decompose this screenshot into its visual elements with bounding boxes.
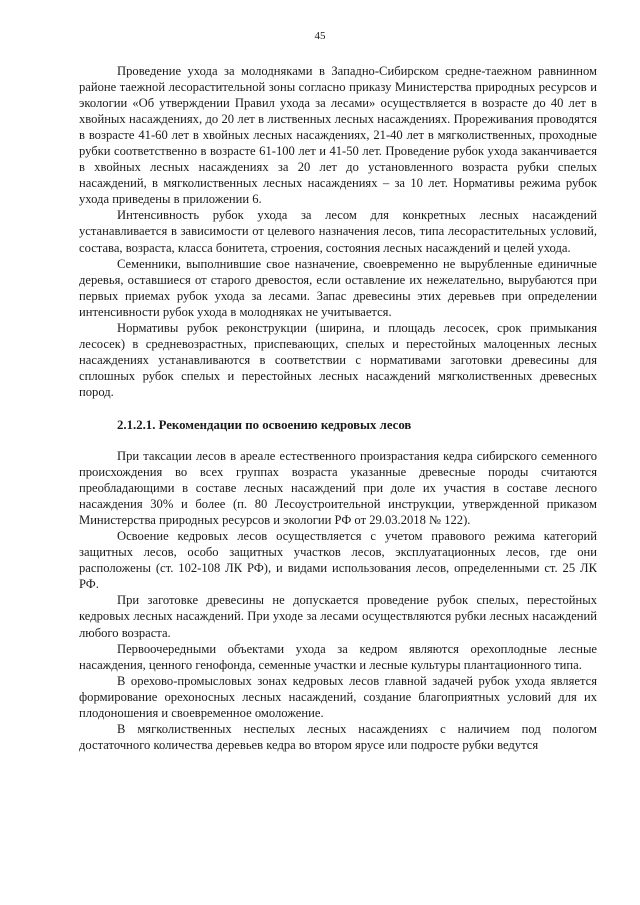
- page-body: [79, 63, 597, 753]
- paragraph: В орехово-промысловых зонах кедровых лесов главной задачей рубок ухода является формирование орехоносных лесных насаждений, создание благоприятных условий для их плодоношения и своевременное омоложение.: [79, 673, 597, 720]
- paragraph: Проведение ухода за молодняками в Западно-Сибирском средне-таежном равнинном районе таежной лесорастительной зоны согласно приказу Министерства природных ресурсов и экологии «Об утверждении Правил ухода за лесами» осуществляется в возрасте до 40 лет в хвойных насаждениях, до 20 лет в лиственных лесных насаждениях. Прореживания проводятся в возрасте 41-60 лет в хвойных лесных насаждениях, 21-40 лет в мягколиственных, проходные рубки соответственно в возрасте 61-100 лет и 41-50 лет. Проведение рубок ухода заканчивается в хвойных лесных насаждениях за 20 лет до установленного возраста рубки спелых насаждений, в мягколиственных лесных насаждениях – за 10 лет. Нормативы режима рубок ухода приведены в приложении 6.: [79, 64, 597, 207]
- paragraph: При заготовке древесины не допускается проведение рубок спелых, перестойных кедровых лесных насаждений. При уходе за лесами осуществляются рубки лесных насаждений любого возраста.: [79, 593, 597, 640]
- paragraph: При таксации лесов в ареале естественного произрастания кедра сибирского семенного происхождения во всех группах возраста указанные древесные породы считаются преобладающими в составе лесных насаждений при доле их участия в составе лесного насаждения 30% и более (п. 80 Лесоустроительной инструкции, утвержденной приказом Министерства природных ресурсов и экологии РФ от 29.03.2018 № 122).: [79, 448, 597, 528]
- paragraph: Интенсивность рубок ухода за лесом для конкретных лесных насаждений устанавливается в зависимости от целевого назначения лесов, типа лесорастительных условий, состава, возраста, класса бонитета, строения, состояния лесных насаждений и целей ухода.: [79, 208, 597, 255]
- paragraph: Первоочередными объектами ухода за кедром являются орехоплодные лесные насаждения, ценного генофонда, семенные участки и лесные культуры плантационного типа.: [79, 641, 597, 672]
- page-number: 45: [314, 30, 326, 42]
- paragraph: В мягколиственных неспелых лесных насаждениях с наличием под пологом достаточного количества деревьев кедра во втором ярусе или подросте рубки ведутся: [79, 721, 597, 752]
- paragraph: Нормативы рубок реконструкции (ширина, и площадь лесосек, срок примыкания лесосек) в средневозрастных, приспевающих, спелых и перестойных малоценных лесных насаждениях устанавливаются в соответствии с нормативами заготовки древесины для сплошных рубок спелых и перестойных лесных насаждений мягколиственных древесных пород.: [79, 320, 597, 399]
- paragraph: Семенники, выполнившие свое назначение, своевременно не вырубленные единичные деревья, оставшиеся от старого древостоя, если оставление их нежелательно, вырубаются при первых приемах рубок ухода за лесами. Запас древесины этих деревьев при определении интенсивности рубок ухода в молодняках не учитывается.: [79, 256, 597, 319]
- paragraph: Освоение кедровых лесов осуществляется с учетом правового режима категорий защитных лесов, особо защитных участков лесов, эксплуатационных лесов, где они расположены (ст. 102-108 ЛК РФ), и видами использования лесов, определенными ст. 25 ЛК РФ.: [79, 529, 597, 592]
- section-heading: 2.1.2.1. Рекомендации по освоению кедровых лесов: [117, 417, 412, 432]
